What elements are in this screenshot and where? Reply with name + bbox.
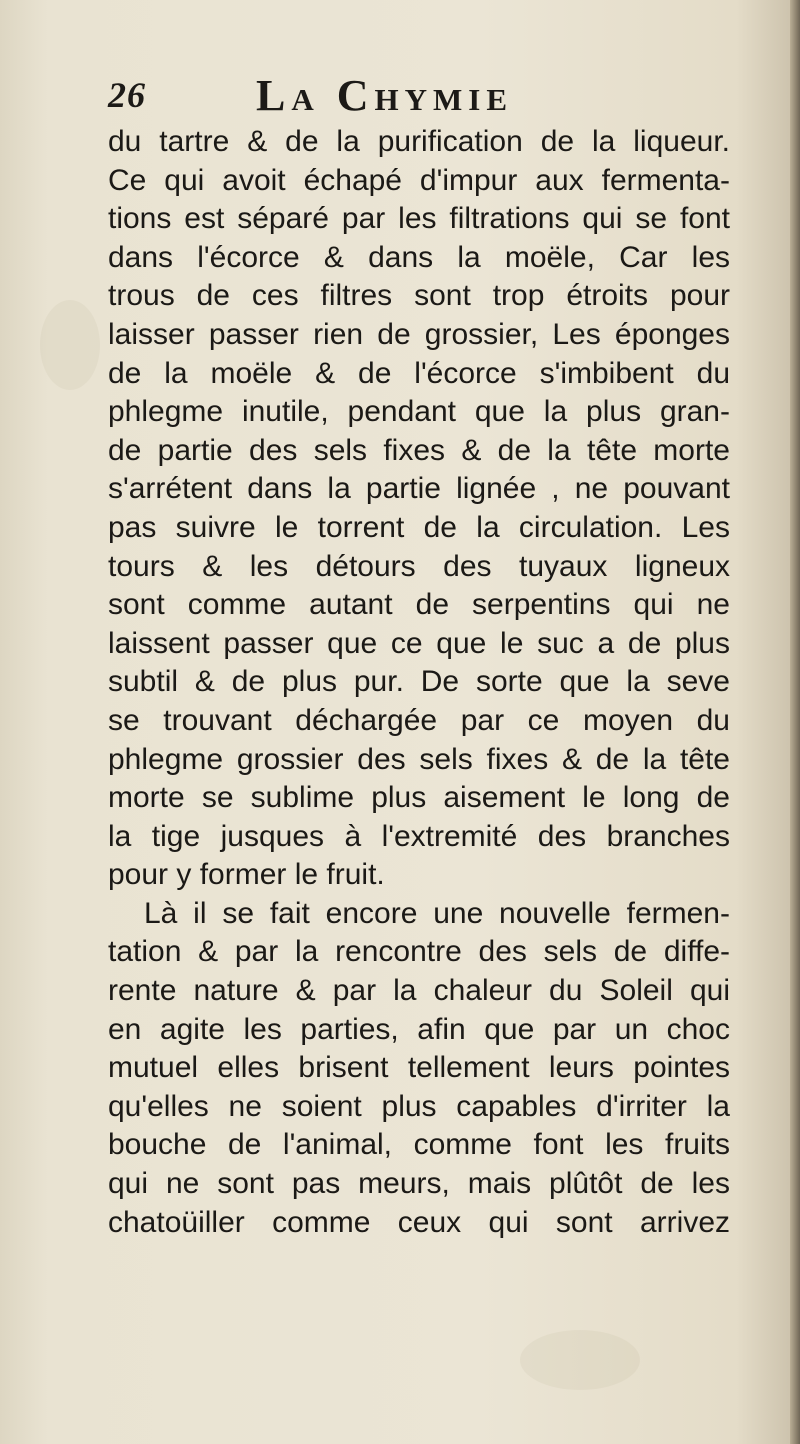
text-line: laisser passer rien de grossier, Les éponges — [108, 317, 730, 351]
text-line: morte se sublime plus aisement le long de — [108, 781, 730, 815]
paper-stain — [520, 1330, 640, 1390]
text-line: mutuel elles brisent tellement leurs pointes — [108, 1051, 730, 1085]
text-line: dans l'écorce & dans la moële, Car les — [108, 240, 730, 274]
text-line: sont comme autant de serpentins qui ne — [108, 588, 730, 622]
text-line: de partie des sels fixes & de la tête morte — [108, 433, 730, 467]
text-line: phlegme grossier des sels fixes & de la tête — [108, 742, 730, 776]
text-line: chatoüiller comme ceux qui sont arrivez — [108, 1205, 730, 1239]
text-line: phlegme inutile, pendant que la plus gran- — [108, 395, 730, 429]
text-line: qu'elles ne soient plus capables d'irriter la — [108, 1089, 730, 1123]
text-line: laissent passer que ce que le suc a de plus — [108, 626, 730, 660]
text-line: de la moële & de l'écorce s'imbibent du — [108, 356, 730, 390]
text-line: du tartre & de la purification de la liqueur. — [108, 125, 730, 158]
text-line: la tige jusques à l'extremité des branches — [108, 819, 730, 853]
body-text — [108, 123, 730, 1242]
text-line: tation & par la rencontre des sels de diffe- — [108, 935, 730, 969]
text-line: qui ne sont pas meurs, mais plûtôt de les — [108, 1167, 730, 1201]
text-line: pas suivre le torrent de la circulation. Les — [108, 510, 730, 544]
text-line: rente nature & par la chaleur du Soleil qui — [108, 974, 730, 1008]
text-line: bouche de l'animal, comme font les fruits — [108, 1128, 730, 1162]
text-line: en agite les parties, afin que par un choc — [108, 1012, 730, 1046]
text-line: subtil & de plus pur. De sorte que la seve — [108, 665, 730, 699]
text-line: Ce qui avoit échapé d'impur aux fermenta- — [108, 163, 730, 197]
text-line: s'arrétent dans la partie lignée , ne pouvant — [108, 472, 730, 506]
text-line: trous de ces filtres sont trop étroits pour — [108, 279, 730, 313]
paragraph-start-line: Là il se fait encore une nouvelle fermen- — [144, 896, 730, 930]
page-number: 26 — [108, 75, 146, 115]
text-line: tions est séparé par les filtrations qui se font — [108, 202, 730, 236]
page-fore-edge — [790, 0, 800, 1444]
paper-stain — [40, 300, 100, 390]
text-line: se trouvant déchargée par ce moyen du — [108, 703, 730, 737]
text-line: tours & les détours des tuyaux ligneux — [108, 549, 730, 583]
running-head — [108, 70, 728, 130]
text-line: pour y former le fruit. — [108, 858, 385, 892]
running-title: La Chymie — [256, 71, 514, 120]
